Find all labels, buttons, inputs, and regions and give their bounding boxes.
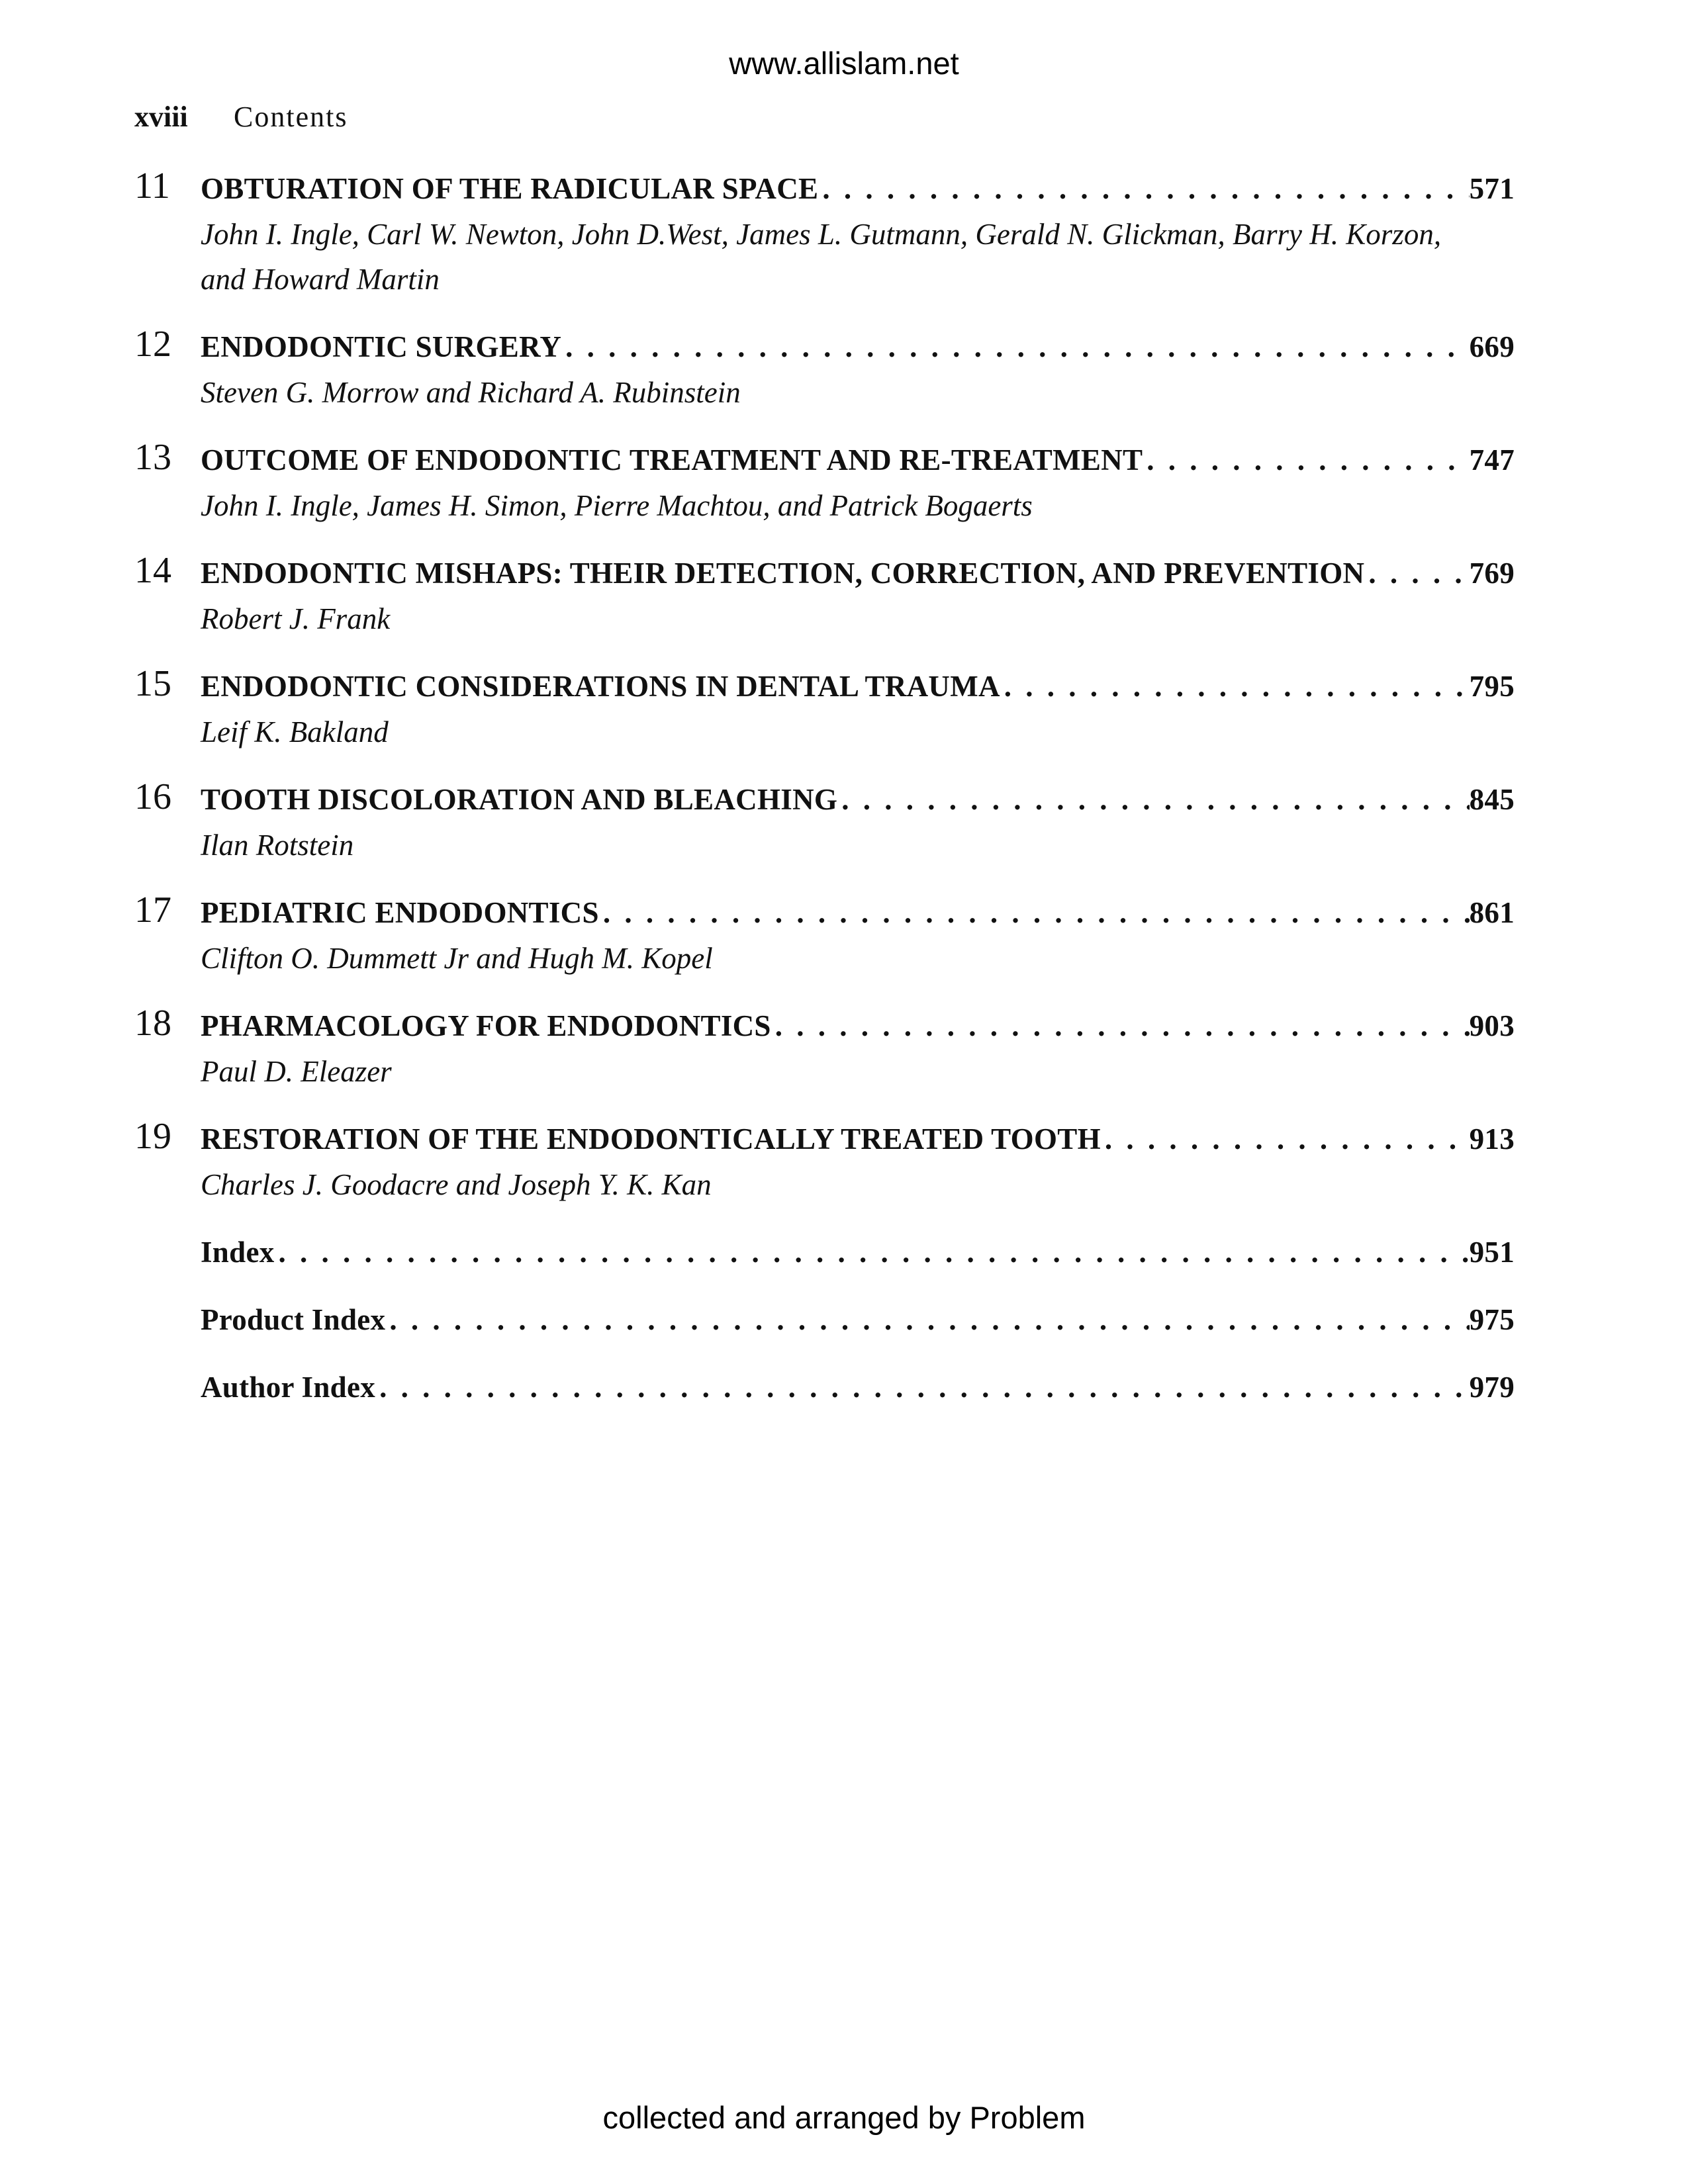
toc-entry-chapter-18[interactable]	[134, 1003, 1515, 1094]
page-folio: xviii	[134, 101, 188, 133]
chapter-title-line	[201, 550, 1515, 596]
chapter-title: ENDODONTIC MISHAPS: THEIR DETECTION, CORRECTION, AND PREVENTION	[201, 557, 1365, 590]
dot-leader	[385, 1297, 1469, 1343]
watermark-credit: collected and arranged by Problem	[602, 2100, 1086, 2135]
page-number: 975	[1469, 1303, 1515, 1336]
chapter-number: 16	[134, 776, 171, 817]
chapter-title-line	[201, 889, 1515, 936]
chapter-number: 15	[134, 663, 171, 704]
toc-entry-product-index[interactable]	[134, 1297, 1515, 1343]
index-title-line	[201, 1229, 1515, 1275]
toc-entry-chapter-15[interactable]	[134, 663, 1515, 754]
chapter-title-line	[201, 437, 1515, 483]
page-number: 571	[1469, 172, 1515, 205]
page-number: 903	[1469, 1009, 1515, 1042]
chapter-title: PHARMACOLOGY FOR ENDODONTICS	[201, 1009, 771, 1042]
chapter-title-line	[201, 1003, 1515, 1049]
chapter-number: 17	[134, 889, 171, 931]
toc-entry-index[interactable]	[134, 1229, 1515, 1275]
chapter-title-line	[201, 165, 1515, 212]
page-number: 747	[1469, 443, 1515, 477]
chapter-authors: Robert J. Frank	[201, 602, 391, 635]
chapter-authors: Clifton O. Dummett Jr and Hugh M. Kopel	[201, 942, 713, 975]
watermark-url: www.allislam.net	[729, 46, 959, 81]
chapter-title: PEDIATRIC ENDODONTICS	[201, 896, 599, 929]
dot-leader	[1364, 550, 1469, 596]
chapter-title-line	[201, 776, 1515, 823]
index-title-line	[201, 1297, 1515, 1343]
chapter-title: OBTURATION OF THE RADICULAR SPACE	[201, 172, 819, 205]
page-number: 861	[1469, 896, 1515, 929]
chapter-authors: Leif K. Bakland	[201, 715, 389, 749]
toc-entry-chapter-11[interactable]	[134, 165, 1515, 302]
page-number: 669	[1469, 330, 1515, 363]
chapter-number: 13	[134, 437, 171, 478]
chapter-authors: Charles J. Goodacre and Joseph Y. K. Kan	[201, 1168, 712, 1201]
page-number: 769	[1469, 557, 1515, 590]
page-number: 951	[1469, 1236, 1515, 1269]
index-title: Author Index	[201, 1371, 376, 1404]
dot-leader	[837, 776, 1469, 823]
chapter-title-line	[201, 324, 1515, 370]
page-number: 845	[1469, 783, 1515, 816]
page-number: 795	[1469, 670, 1515, 703]
chapter-number: 14	[134, 550, 171, 591]
toc-entry-chapter-12[interactable]	[134, 324, 1515, 415]
chapter-title: ENDODONTIC SURGERY	[201, 330, 562, 363]
chapter-authors: John I. Ingle, Carl W. Newton, John D.West, James L. Gutmann, Gerald N. Glickman, Barry H. Korzon, and Howard Martin	[201, 218, 1442, 296]
toc-entry-author-index[interactable]	[134, 1364, 1515, 1410]
dot-leader	[771, 1003, 1470, 1049]
dot-leader	[561, 324, 1469, 370]
toc-entry-chapter-13[interactable]	[134, 437, 1515, 528]
chapter-number: 12	[134, 324, 171, 365]
chapter-authors: Paul D. Eleazer	[201, 1055, 392, 1088]
running-head-label: Contents	[234, 101, 348, 133]
table-of-contents	[134, 165, 1515, 1432]
dot-leader	[375, 1364, 1470, 1410]
toc-entry-chapter-14[interactable]	[134, 550, 1515, 641]
chapter-title: RESTORATION OF THE ENDODONTICALLY TREATED TOOTH	[201, 1122, 1101, 1156]
index-title-line	[201, 1364, 1515, 1410]
dot-leader	[275, 1229, 1470, 1275]
chapter-number: 19	[134, 1116, 171, 1157]
dot-leader	[1000, 663, 1470, 709]
index-title: Index	[201, 1236, 275, 1269]
chapter-title: OUTCOME OF ENDODONTIC TREATMENT AND RE-TREATMENT	[201, 443, 1143, 477]
running-head	[134, 103, 348, 132]
page-number: 913	[1469, 1122, 1515, 1156]
toc-entry-chapter-19[interactable]	[134, 1116, 1515, 1207]
chapter-title-line	[201, 663, 1515, 709]
toc-entry-chapter-17[interactable]	[134, 889, 1515, 981]
chapter-title: ENDODONTIC CONSIDERATIONS IN DENTAL TRAUMA	[201, 670, 1000, 703]
index-title: Product Index	[201, 1303, 386, 1336]
dot-leader	[1101, 1116, 1470, 1162]
chapter-title-line	[201, 1116, 1515, 1162]
chapter-authors: John I. Ingle, James H. Simon, Pierre Machtou, and Patrick Bogaerts	[201, 489, 1033, 522]
chapter-number: 18	[134, 1003, 171, 1044]
dot-leader	[599, 889, 1470, 936]
page-number: 979	[1469, 1371, 1515, 1404]
chapter-authors: Steven G. Morrow and Richard A. Rubinstein	[201, 376, 741, 409]
chapter-authors: Ilan Rotstein	[201, 829, 354, 862]
chapter-title: TOOTH DISCOLORATION AND BLEACHING	[201, 783, 838, 816]
dot-leader	[1143, 437, 1469, 483]
toc-entry-chapter-16[interactable]	[134, 776, 1515, 868]
dot-leader	[818, 165, 1469, 212]
chapter-number: 11	[134, 165, 170, 206]
